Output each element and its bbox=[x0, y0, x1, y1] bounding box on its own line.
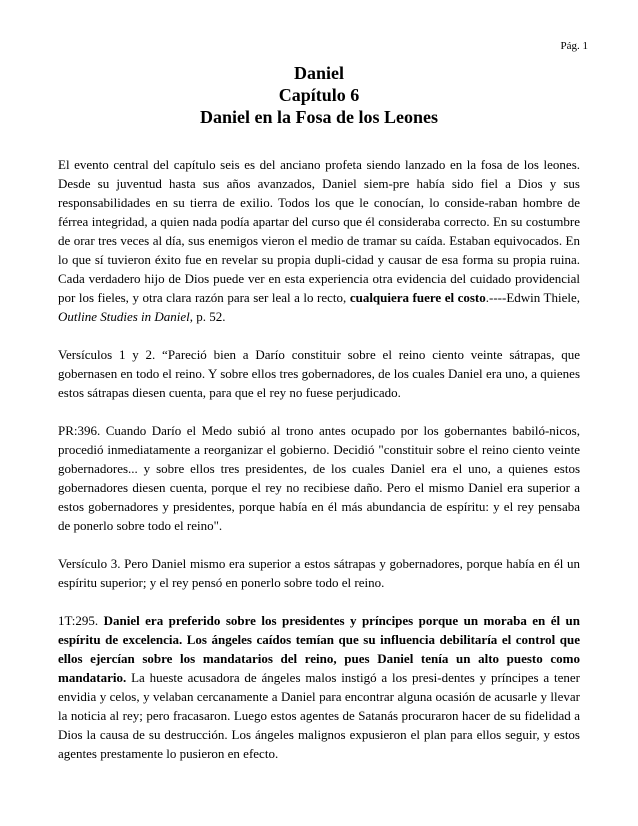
paragraph-verses-1-2: Versículos 1 y 2. “Pareció bien a Darío constituir sobre el reino ciento veinte sátrapas, que gobernasen en todo el reino. Y sobre ellos tres gobernadores, de los cuales Daniel era uno, a quienes estos sátrapas diesen cuenta, para que el rey no fuese perjudicado. bbox=[58, 347, 580, 400]
chapter-title: Capítulo 6 bbox=[278, 85, 360, 105]
bold-1t295: Daniel era preferido sobre los presidentes y príncipes porque un moraba en él un espíritu de excelencia. Los ángeles caídos temían que su influencia debilitaría el control que ellos ejercían sobre los mandatarios del reino, pues Daniel tenía un alto puesto como mandatario. bbox=[58, 613, 581, 685]
intro-italic-source: Outline Studies in Daniel bbox=[58, 309, 190, 324]
book-title: Daniel bbox=[293, 63, 344, 83]
paragraph-pr396: PR:396. Cuando Darío el Medo subió al trono antes ocupado por los gobernantes babiló-nicos, procedió inmediatamente a reorganizar el gobierno. Decidió "constituir sobre el reino ciento veinte gobernadores... y sobre ellos tres presidentes, de los cuales Daniel era el uno, a quienes estos gobernadores diesen cuenta, porque el rey no recibiese daño. Pero el mismo Daniel era superior a estos gobernadores y presidentes, porque había en él más abundancia de espíritu: y el rey pensaba de ponerlo sobre todo el reino". bbox=[58, 423, 580, 533]
intro-text: El evento central del capítulo seis es del anciano profeta siendo lanzado en la fosa de los leones. Desde su juventud hasta sus años avanzados, Daniel siem-pre había sido fiel a Dios y sus responsabilidades en su tierra de exilio. Todos los que le conocían, lo conside-raban hombre de férrea integridad, a quien nada podía apartar del curso que él consideraba correcto. En su costumbre de orar tres veces al día, sus enemigos vieron el medio de tramar su caída. Estaban equivocados. En lo que sí tuvieron éxito fue en revelar su propia dupli-cidad y causar de esa forma su propia ruina. Cada verdadero hijo de Dios puede ver en esta experiencia otra evidencia del cuidado providencial por los fieles, y otra clara razón para ser leal a lo recto, bbox=[58, 157, 580, 305]
paragraph-verse-3: Versículo 3. Pero Daniel mismo era superior a estos sátrapas y gobernadores, porque había en él un espíritu superior; y el rey pensó en ponerlo sobre todo el reino. bbox=[58, 556, 580, 590]
chapter-subtitle: Daniel en la Fosa de los Leones bbox=[199, 107, 438, 127]
paragraph-1t295 bbox=[58, 611, 580, 763]
intro-after-bold: .----Edwin Thiele, bbox=[485, 290, 580, 305]
paragraph-intro bbox=[58, 155, 580, 326]
document-body bbox=[58, 155, 580, 763]
title-block bbox=[0, 62, 638, 128]
page-number: Pág. 1 bbox=[560, 40, 588, 52]
intro-end: , p. 52. bbox=[189, 309, 226, 324]
ref-1t295: 1T:295. bbox=[58, 613, 104, 628]
intro-bold: cualquiera fuere el costo bbox=[349, 290, 486, 305]
rest-1t295: La hueste acusadora de ángeles malos instigó a los presi-dentes y príncipes a tener envidia y celos, y velaban cercanamente a Daniel para encontrar alguna ocasión de acusarle y llevar la noticia al rey; pero fracasaron. Luego estos agentes de Satanás procuraron hacer de su fidelidad a Dios la causa de su destrucción. Los ángeles malignos expusieron el plan para ellos seguir, y estos agentes prestamente lo pusieron en efecto. bbox=[58, 670, 580, 761]
